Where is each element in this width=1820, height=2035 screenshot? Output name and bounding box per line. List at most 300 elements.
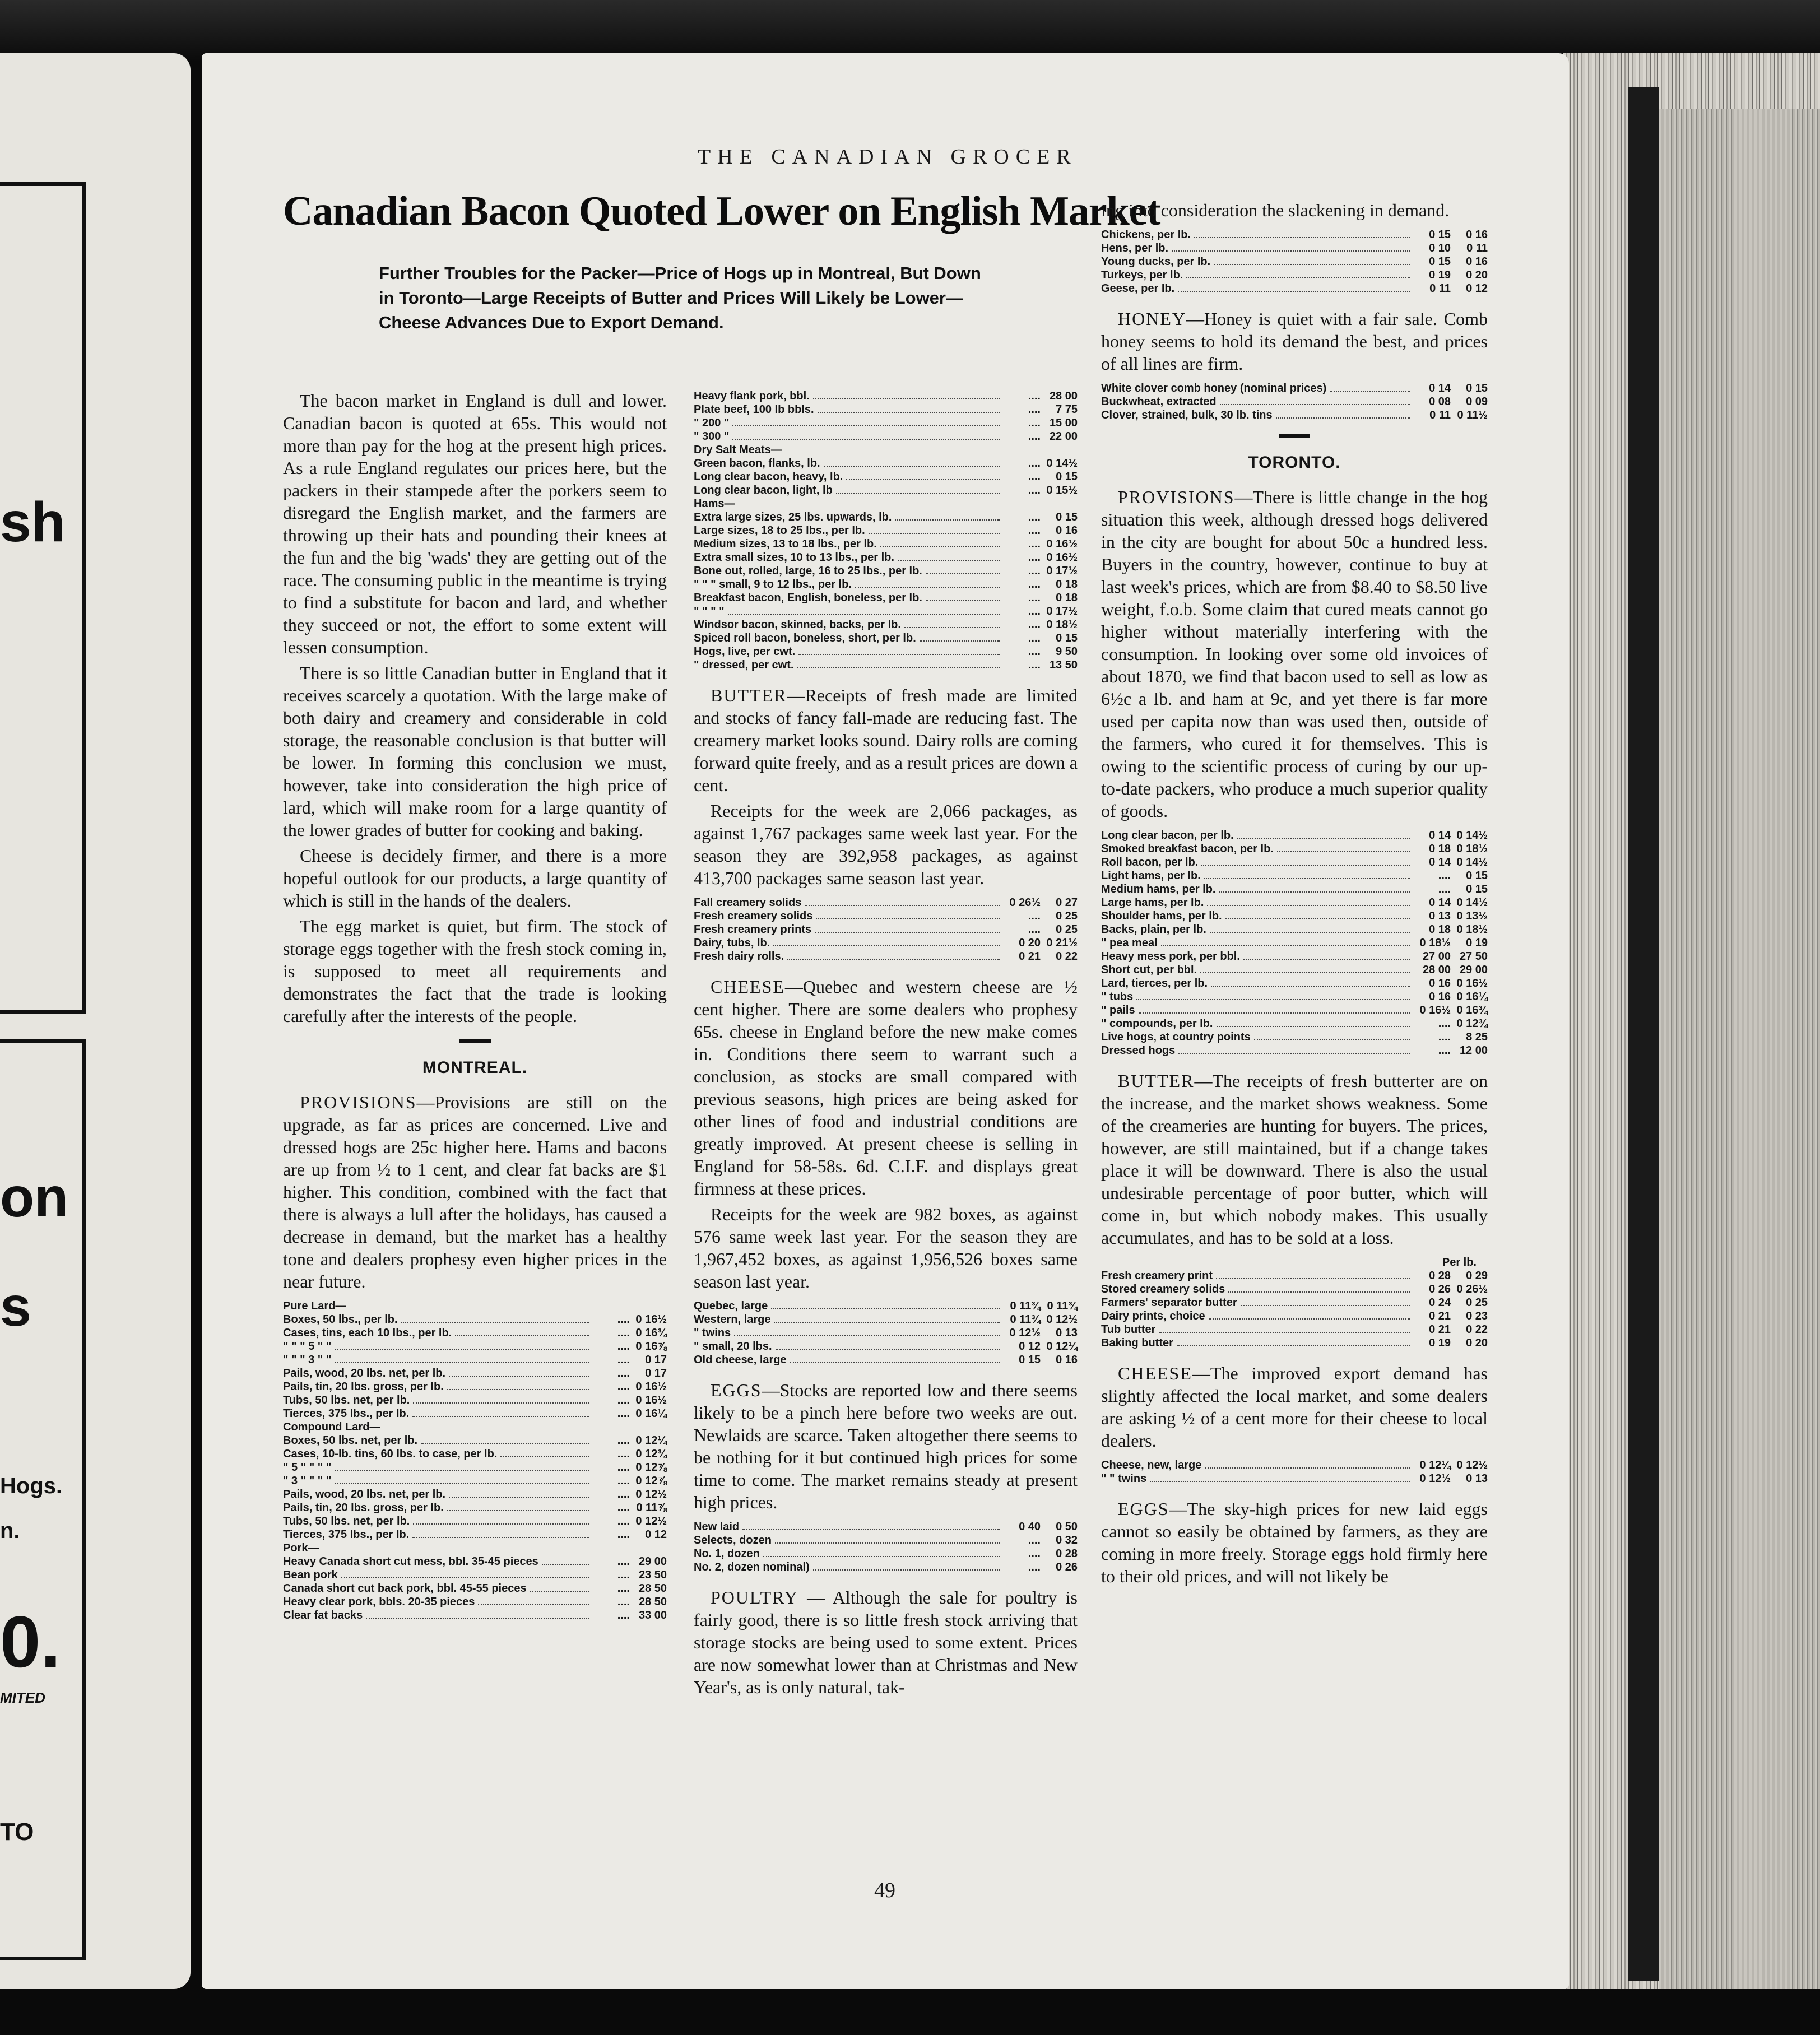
dot-leader (1330, 391, 1410, 392)
price-low: .... (1028, 511, 1041, 523)
table-row (1101, 963, 1488, 977)
table-row-label: Large sizes, 18 to 25 lbs., per lb. (694, 524, 865, 537)
ad-fragment: Hogs. (0, 1474, 63, 1498)
table-row (283, 1353, 667, 1367)
dot-leader (413, 1523, 589, 1525)
price-low: 0 15 (1019, 1354, 1041, 1366)
table-row (694, 645, 1078, 658)
paragraph: The egg market is quiet, but firm. The stock of storage eggs together with the fresh stock coming in, is supposed to meet all requirements and demonstrates the fact that the trade is looking carefully after the interests of the people. (283, 916, 667, 1026)
table-row (283, 1461, 667, 1474)
price-low: .... (617, 1609, 630, 1622)
table-row (283, 1447, 667, 1461)
price-high: 0 23 (1466, 1310, 1488, 1322)
dot-leader (1205, 1467, 1410, 1469)
table-row-label: Dairy prints, choice (1101, 1310, 1205, 1322)
price-high: 0 17½ (1046, 565, 1078, 577)
price-high: 0 16 (1056, 1354, 1078, 1366)
table-row-label: Selects, dozen (694, 1534, 772, 1546)
table-row (283, 1367, 667, 1380)
table-row (283, 1541, 667, 1555)
price-high: 0 17½ (1046, 605, 1078, 617)
table-row-label: " small, 20 lbs. (694, 1340, 772, 1353)
table-row-label: " pea meal (1101, 937, 1158, 949)
dot-leader (818, 412, 1000, 413)
dot-leader (1136, 999, 1410, 1000)
price-table-lard-pork (283, 1299, 667, 1622)
dot-leader (734, 1335, 1000, 1336)
table-row (283, 1420, 667, 1434)
paragraph: EGGS—The sky-high prices for new laid eggs cannot so easily be obtained by farmers, as they are coming in more freely. Storage eggs hold firmly here to their old prices, and will not likely be (1101, 1499, 1488, 1586)
ad-fragment: on (0, 1166, 69, 1229)
table-row-label: Bean pork (283, 1569, 338, 1581)
table-row-label: Pork— (283, 1542, 319, 1554)
table-row-label: Extra large sizes, 25 lbs. upwards, lb. (694, 511, 892, 523)
price-low: .... (1028, 471, 1041, 483)
table-row (694, 430, 1078, 443)
dot-leader (449, 1497, 589, 1498)
price-low: .... (1028, 1534, 1041, 1546)
dot-leader (813, 1569, 1000, 1571)
price-high: 0 18½ (1046, 619, 1078, 631)
dot-leader (421, 1443, 589, 1444)
price-high: 0 16¾ (1456, 1004, 1488, 1016)
price-low: .... (617, 1475, 630, 1487)
price-high: 0 25 (1056, 923, 1078, 936)
table-row-label: Pails, tin, 20 lbs. gross, per lb. (283, 1381, 444, 1393)
table-row (1101, 268, 1488, 282)
column-middle (694, 389, 1078, 1702)
table-row-label: Bone out, rolled, large, 16 to 25 lbs., per lb. (694, 565, 922, 577)
price-low: 0 14 (1429, 829, 1451, 842)
dot-leader (1216, 1278, 1410, 1279)
dot-leader (1178, 291, 1410, 292)
table-row (694, 551, 1078, 564)
table-row (694, 564, 1078, 578)
price-low: .... (617, 1596, 630, 1608)
price-high: 0 15 (1056, 511, 1078, 523)
table-row-label: Extra small sizes, 10 to 13 lbs., per lb. (694, 551, 894, 564)
dot-leader (1178, 1053, 1410, 1054)
price-low: .... (1438, 883, 1451, 895)
ad-fragment: 0. (0, 1601, 61, 1683)
dot-leader (904, 627, 1000, 628)
dot-leader (335, 1470, 589, 1471)
dot-leader (898, 560, 1000, 561)
price-low: 0 08 (1429, 396, 1451, 408)
table-row-label: " 5 " " " " (283, 1461, 332, 1474)
price-high: 0 12¼ (635, 1434, 667, 1447)
table-row (1101, 1030, 1488, 1044)
price-low: .... (1028, 457, 1041, 470)
price-high: 0 17 (645, 1354, 667, 1366)
price-low: 0 18½ (1419, 937, 1451, 949)
column-left (283, 389, 667, 1634)
price-low: 0 20 (1019, 937, 1041, 949)
dot-leader (1194, 237, 1410, 238)
price-low: 0 14 (1429, 382, 1451, 394)
table-row (694, 605, 1078, 618)
table-row (1101, 241, 1488, 255)
price-low: .... (617, 1515, 630, 1527)
table-row-label: Smoked breakfast bacon, per lb. (1101, 843, 1274, 855)
price-low: 0 15 (1429, 229, 1451, 241)
dot-leader (816, 918, 1000, 919)
price-high: 0 50 (1056, 1521, 1078, 1533)
price-high: 7 75 (1056, 403, 1078, 416)
table-row (1101, 1283, 1488, 1296)
price-high: 0 16 (1466, 229, 1488, 241)
dot-leader (500, 1456, 589, 1457)
table-row-label: Long clear bacon, per lb. (1101, 829, 1234, 842)
price-high: 0 20 (1466, 1337, 1488, 1349)
table-row (694, 484, 1078, 497)
table-row (1101, 882, 1488, 896)
dot-leader (815, 932, 1000, 933)
table-row (283, 1568, 667, 1582)
dot-leader (787, 959, 1000, 960)
price-high: 0 12¼ (1046, 1340, 1078, 1353)
price-low: .... (617, 1407, 630, 1420)
table-row-label: Spiced roll bacon, boneless, short, per lb. (694, 632, 916, 644)
price-high: 0 28 (1056, 1548, 1078, 1560)
table-row (1101, 408, 1488, 422)
table-row (283, 1488, 667, 1501)
paragraph: Cheese is decidely firmer, and there is a more hopeful outlook for our products, a large quantity of which is still in the hands of the dealers. (283, 845, 667, 910)
price-high: 0 16½ (635, 1381, 667, 1393)
table-row-label: " " " small, 9 to 12 lbs., per lb. (694, 578, 852, 591)
paragraph-lead: BUTTER (711, 685, 787, 705)
table-row-label: New laid (694, 1521, 740, 1533)
stacked-pages (1659, 109, 1820, 1989)
table-row (1101, 382, 1488, 395)
price-low: .... (1028, 1548, 1041, 1560)
table-row-label: Backs, plain, per lb. (1101, 923, 1206, 936)
table-row (694, 416, 1078, 430)
dot-leader (926, 600, 1000, 601)
paragraph-lead: PROVISIONS (1118, 487, 1235, 507)
price-low: 0 12¼ (1419, 1459, 1451, 1471)
per-lb-header: Per lb. (1442, 1256, 1477, 1269)
price-low: .... (1028, 592, 1041, 604)
price-low: .... (617, 1569, 630, 1581)
table-row (1101, 1458, 1488, 1472)
paragraph: Receipts for the week are 982 boxes, as against 576 same week last year. For the season they are 1,967,452 boxes, as against 1,956,526 boxes same season last year. (694, 1204, 1078, 1291)
table-row (694, 1534, 1078, 1547)
price-high: 0 22 (1056, 950, 1078, 963)
price-high: 0 13½ (1456, 910, 1488, 922)
table-row (1101, 829, 1488, 842)
table-row-label: Heavy clear pork, bbls. 20-35 pieces (283, 1596, 475, 1608)
price-low: .... (617, 1555, 630, 1568)
price-high: 28 00 (1049, 390, 1078, 402)
table-row (1101, 842, 1488, 856)
table-row-label: " " " 3 " " (283, 1354, 332, 1366)
table-row (283, 1380, 667, 1393)
table-row-label: Heavy Canada short cut mess, bbl. 35-45 pieces (283, 1555, 538, 1568)
price-high: 0 13 (1056, 1327, 1078, 1339)
price-low: .... (1028, 1561, 1041, 1573)
table-row (283, 1340, 667, 1353)
dot-leader (742, 1529, 1000, 1530)
spine-shadow (1628, 87, 1659, 1981)
price-low: .... (617, 1488, 630, 1500)
dot-leader (880, 546, 1000, 547)
table-row-label: " 200 " (694, 417, 730, 429)
table-row-label: " 300 " (694, 430, 730, 443)
price-high: 0 12½ (635, 1515, 667, 1527)
table-row-label: Western, large (694, 1313, 771, 1326)
price-low: .... (617, 1582, 630, 1595)
price-low: 0 21 (1019, 950, 1041, 963)
price-high: 0 18½ (1456, 923, 1488, 936)
dot-leader (774, 1322, 1000, 1323)
table-row (283, 1299, 667, 1313)
price-high: 0 13 (1466, 1472, 1488, 1485)
paragraph: The bacon market in England is dull and lower. Canadian bacon is quoted at 65s. This would not more than pay for the hog at the present high prices. As a rule England regulates our prices here, but the packers in their stampede after the porkers seem to disregard the English market, and the farmers are throwing up their hats and pounding their knees at the fun and the big 'wads' they are getting out of the race. The consuming public in the meantime is trying to find a substitute for bacon and lard, and whether they succeed or not, the effort to some extent will lessen consumption. (283, 391, 667, 657)
price-low: .... (1028, 403, 1041, 416)
price-low: .... (1028, 565, 1041, 577)
price-high: 29 00 (638, 1555, 667, 1568)
table-row-label: Heavy flank pork, bbl. (694, 390, 810, 402)
table-row-label: Tubs, 50 lbs. net, per lb. (283, 1515, 410, 1527)
table-row (1101, 1269, 1488, 1283)
price-low: 0 21 (1429, 1323, 1451, 1336)
table-row (694, 470, 1078, 484)
price-high: 0 12¾ (635, 1448, 667, 1460)
price-high: 0 15 (1056, 632, 1078, 644)
table-row (694, 497, 1078, 510)
section-heading-toronto: TORONTO. (1248, 453, 1341, 472)
price-high: 0 18 (1056, 578, 1078, 591)
dot-leader (1204, 878, 1410, 879)
table-row (283, 1595, 667, 1609)
price-low: 0 14 (1429, 896, 1451, 909)
ad-fragment: sh (0, 491, 66, 554)
paragraph-lead: HONEY (1118, 309, 1186, 329)
price-low: .... (617, 1394, 630, 1406)
table-row-label: Hams— (694, 498, 736, 510)
table-row-label: Cheese, new, large (1101, 1459, 1202, 1471)
price-high: 12 00 (1459, 1044, 1488, 1057)
price-table-toronto-butter (1101, 1269, 1488, 1350)
table-row (1101, 936, 1488, 950)
dot-leader (1172, 250, 1410, 252)
facing-page-edge (0, 53, 191, 1989)
price-low: .... (1028, 417, 1041, 429)
book-page-edges (1563, 53, 1820, 1989)
dot-leader (1254, 1039, 1410, 1040)
dot-leader (478, 1604, 589, 1605)
price-high: 0 16 (1466, 255, 1488, 268)
table-row (694, 537, 1078, 551)
table-row-label: Pure Lard— (283, 1300, 347, 1312)
dot-leader (1228, 1291, 1410, 1293)
price-low: 0 11¾ (1010, 1300, 1041, 1312)
paragraph: CHEESE—Quebec and western cheese are ½ cent higher. There are some dealers who prophesy 65s. cheese in England before the new make comes in. Conditions there seem to warrant such a conclusion, as stocks are small compared with previous seasons, high prices are being asked for other lines of food and industrial conditions are greatly improved. At present cheese is selling in England for 58-58s. 6d. C.I.F. and displays great firmness at these prices. (694, 977, 1078, 1198)
dot-leader (1211, 986, 1410, 987)
price-low: 0 19 (1429, 269, 1451, 281)
price-high: 0 12 (1466, 282, 1488, 295)
table-row-label: Fresh creamery print (1101, 1270, 1213, 1282)
table-row (1101, 255, 1488, 268)
price-low: 0 16½ (1419, 1004, 1451, 1016)
price-high: 0 16¼ (635, 1407, 667, 1420)
price-low: .... (1028, 632, 1041, 644)
table-row (1101, 977, 1488, 990)
page-number: 49 (874, 1879, 895, 1902)
table-row (694, 389, 1078, 403)
price-low: 0 18 (1429, 843, 1451, 855)
table-row (694, 1299, 1078, 1313)
table-row-label: Dressed hogs (1101, 1044, 1176, 1057)
dot-leader (1159, 1332, 1410, 1333)
price-low: .... (617, 1434, 630, 1447)
section-heading-montreal: MONTREAL. (422, 1058, 528, 1077)
table-row (694, 618, 1078, 631)
dot-leader (530, 1591, 589, 1592)
table-row-label: No. 2, dozen nominal) (694, 1561, 810, 1573)
dot-leader (455, 1335, 589, 1336)
table-row (283, 1609, 667, 1622)
dot-leader (1225, 918, 1410, 919)
price-low: .... (1028, 430, 1041, 443)
paragraph: BUTTER—The receipts of fresh butterter are on the increase, and the market shows weakness. Some of the creameries are hunting for buyers. The prices, however, are still maintained, but if a change takes place it will be downward. There is also the usual undesirable percentage of poor butter, which will come in, but which nobody makes. This usually accumulates, and has to be sold at a loss. (1101, 1071, 1488, 1248)
price-high: 0 11¾ (1047, 1300, 1078, 1312)
price-high: 0 20 (1466, 269, 1488, 281)
table-row-label: " 3 " " " " (283, 1475, 332, 1487)
table-row (1101, 1336, 1488, 1350)
dot-leader (401, 1322, 589, 1323)
paragraph: Receipts for the week are 2,066 packages, as against 1,767 packages same week last year. For the season they are 392,958 packages, as against 413,700 packages same season last year. (694, 801, 1078, 888)
paragraph: PROVISIONS—Provisions are still on the upgrade, as far as prices are concerned. Live and dressed hogs are 25c higher here. Hams and bacons are up from ½ to 1 cent, and clear fat backs are $1 higher. This condition, combined with the fact that there is always a lull after the holidays, has caused a decrease in demand, but the market has a healthy tone and dealers prophesy even higher prices in the near future. (283, 1092, 667, 1291)
price-high: 0 16½ (635, 1313, 667, 1326)
dot-leader (335, 1349, 589, 1350)
table-row-label: Fresh dairy rolls. (694, 950, 784, 963)
dot-leader (1217, 1026, 1411, 1027)
table-row-label: Cases, 10-lb. tins, 60 lbs. to case, per lb. (283, 1448, 498, 1460)
dot-leader (855, 587, 1000, 588)
section-rule (459, 1039, 491, 1043)
article-headline: Canadian Bacon Quoted Lower on English Market (283, 188, 1160, 234)
price-low: .... (1028, 538, 1041, 550)
table-row (694, 510, 1078, 524)
dot-leader (412, 1416, 589, 1417)
price-low: .... (1028, 619, 1041, 631)
price-high: 0 14½ (1456, 896, 1488, 909)
price-low: 0 13 (1429, 910, 1451, 922)
dot-leader (366, 1618, 589, 1619)
price-high: 0 15 (1466, 870, 1488, 882)
table-row (283, 1474, 667, 1488)
price-high: 28 50 (638, 1582, 667, 1595)
dot-leader (797, 667, 1000, 668)
price-high: 15 00 (1049, 417, 1078, 429)
table-row (1101, 228, 1488, 241)
table-row (1101, 923, 1488, 936)
table-row (283, 1393, 667, 1407)
table-row-label: Tubs, 50 lbs. net, per lb. (283, 1394, 410, 1406)
table-row-label: Tierces, 375 lbs., per lb. (283, 1407, 410, 1420)
table-row-label: Stored creamery solids (1101, 1283, 1225, 1295)
price-low: 0 26½ (1009, 896, 1041, 909)
paragraph-lead: BUTTER (1118, 1071, 1195, 1091)
dot-leader (1214, 264, 1410, 265)
price-table-honey (1101, 382, 1488, 422)
price-table-toronto-provisions (1101, 829, 1488, 1057)
paragraph-lead: PROVISIONS (300, 1092, 417, 1112)
price-high: 22 00 (1049, 430, 1078, 443)
table-row-label: Green bacon, flanks, lb. (694, 457, 820, 470)
price-low: 0 16 (1429, 977, 1451, 989)
price-low: .... (1028, 484, 1041, 496)
table-row (1101, 395, 1488, 408)
table-row-label: Plate beef, 100 lb bbls. (694, 403, 814, 416)
table-row (1101, 1003, 1488, 1017)
table-row-label: " pails (1101, 1004, 1135, 1016)
price-low: 28 00 (1422, 964, 1451, 976)
price-high: 13 50 (1049, 659, 1078, 671)
ad-frame (0, 182, 86, 1014)
table-row (283, 1555, 667, 1568)
table-row (694, 1560, 1078, 1574)
table-row (283, 1407, 667, 1420)
price-high: 0 14½ (1456, 829, 1488, 842)
dot-leader (1237, 838, 1410, 839)
table-row-label: Clear fat backs (283, 1609, 363, 1622)
table-row-label: Heavy mess pork, per bbl. (1101, 950, 1240, 963)
price-high: 0 21½ (1046, 937, 1078, 949)
table-row (694, 443, 1078, 457)
table-row (1101, 1323, 1488, 1336)
price-low: .... (617, 1340, 630, 1353)
table-row-label: Live hogs, at country points (1101, 1031, 1251, 1043)
price-low: .... (1438, 1031, 1451, 1043)
price-high: 0 12⅞ (635, 1461, 667, 1474)
paragraph: POULTRY — Although the sale for poultry is fairly good, there is so little fresh stock arriving that storage stocks are being used to some extent. Prices are now somewhat lower than at Christmas and New Year's, as is only natural, tak- (694, 1587, 1078, 1697)
price-high: 0 26½ (1456, 1283, 1488, 1295)
price-low: 0 21 (1429, 1310, 1451, 1322)
table-row (694, 1340, 1078, 1353)
dot-leader (926, 573, 1000, 574)
price-high: 0 12¾ (1456, 1018, 1488, 1030)
table-row-label: Fall creamery solids (694, 896, 802, 909)
price-low: 27 00 (1422, 950, 1451, 963)
table-row (283, 1434, 667, 1447)
price-high: 0 17 (645, 1367, 667, 1379)
dot-leader (1243, 959, 1410, 960)
table-row-label: " " " 5 " " (283, 1340, 332, 1353)
dot-leader (776, 1349, 1000, 1350)
table-row-label: Dry Salt Meats— (694, 444, 782, 456)
price-low: .... (617, 1327, 630, 1339)
table-row-label: Pails, tin, 20 lbs. gross, per lb. (283, 1502, 444, 1514)
dot-leader (1209, 1318, 1410, 1320)
table-row-label: Hogs, live, per cwt. (694, 645, 796, 658)
price-high: 0 18½ (1456, 843, 1488, 855)
table-row-label: Long clear bacon, light, lb (694, 484, 833, 496)
table-row (1101, 869, 1488, 882)
table-row (1101, 856, 1488, 869)
price-table-meats (694, 389, 1078, 672)
price-high: 0 32 (1056, 1534, 1078, 1546)
table-row-label: Tierces, 375 lbs., per lb. (283, 1528, 410, 1541)
price-high: 0 11½ (1457, 409, 1488, 421)
table-row-label: " " " " (694, 605, 725, 617)
dot-leader (790, 1362, 1000, 1363)
price-high: 0 14½ (1046, 457, 1078, 470)
price-low: .... (617, 1381, 630, 1393)
dot-leader (869, 533, 1000, 534)
